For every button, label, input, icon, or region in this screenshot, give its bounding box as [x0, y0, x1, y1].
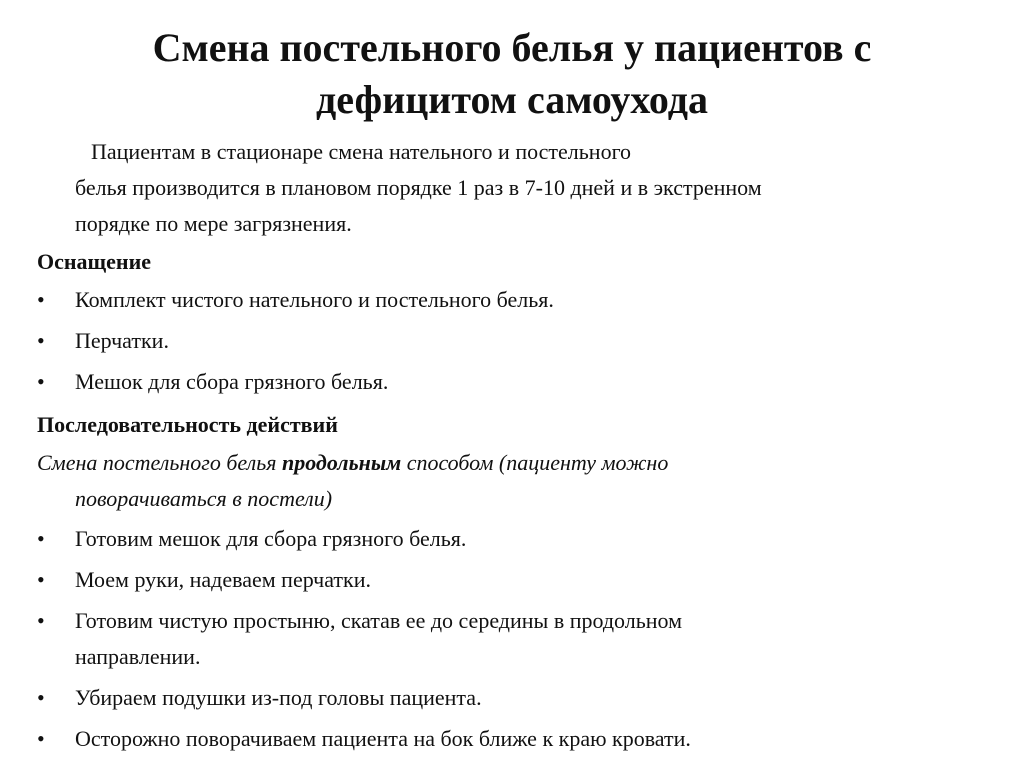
step-item	[37, 680, 987, 716]
bullet-dot: •	[37, 369, 45, 394]
bullet-dot: •	[37, 608, 45, 633]
equipment-item-text: Перчатки.	[75, 328, 169, 353]
step-item	[37, 521, 987, 557]
content-body	[37, 242, 987, 762]
equipment-heading: Оснащение	[37, 249, 152, 274]
sequence-heading: Последовательность действий	[37, 412, 338, 437]
intro-line-3: порядке по мере загрязнения.	[75, 211, 352, 236]
step-item	[37, 562, 987, 598]
title-line-2: дефицитом самоухода	[316, 77, 708, 122]
step-text: Осторожно поворачиваем пациента на бок ближе к краю кровати.	[75, 726, 691, 751]
step-item	[37, 721, 987, 757]
step-text: Убираем подушки из-под головы пациента.	[75, 685, 482, 710]
intro-line-1: Пациентам в стационаре смена нательного и постельного	[91, 139, 632, 164]
method-prefix: Смена постельного белья	[37, 450, 282, 475]
method-description	[37, 445, 987, 517]
bullet-dot: •	[37, 567, 45, 592]
bullet-dot: •	[37, 685, 45, 710]
equipment-item	[37, 323, 987, 359]
method-bold: продольным	[281, 450, 402, 475]
bullet-dot: •	[37, 287, 45, 312]
step-text: Готовим мешок для сбора грязного белья.	[75, 526, 467, 551]
step-text	[75, 603, 987, 675]
equipment-item-text: Мешок для сбора грязного белья.	[75, 369, 389, 394]
title-line-1: Смена постельного белья у пациентов с	[152, 25, 872, 70]
bullet-dot: •	[37, 726, 45, 751]
intro-line-2: белья производится в плановом порядке 1 раз в 7-10 дней и в экстренном	[75, 175, 762, 200]
step-text: Моем руки, надеваем перчатки.	[75, 567, 372, 592]
bullet-dot: •	[37, 526, 45, 551]
step-text-line-2: направлении.	[75, 644, 201, 669]
method-suffix: способом (пациенту можно	[401, 450, 669, 475]
step-item	[37, 603, 987, 675]
step-text-line-1: Готовим чистую простыню, скатав ее до середины в продольном	[75, 608, 683, 633]
equipment-item-text: Комплект чистого нательного и постельного белья.	[75, 287, 554, 312]
method-line-2: поворачиваться в постели)	[75, 486, 333, 511]
equipment-item	[37, 364, 987, 400]
equipment-item	[37, 282, 987, 318]
intro-paragraph	[75, 134, 985, 242]
bullet-dot: •	[37, 328, 45, 353]
page-title	[40, 22, 984, 126]
